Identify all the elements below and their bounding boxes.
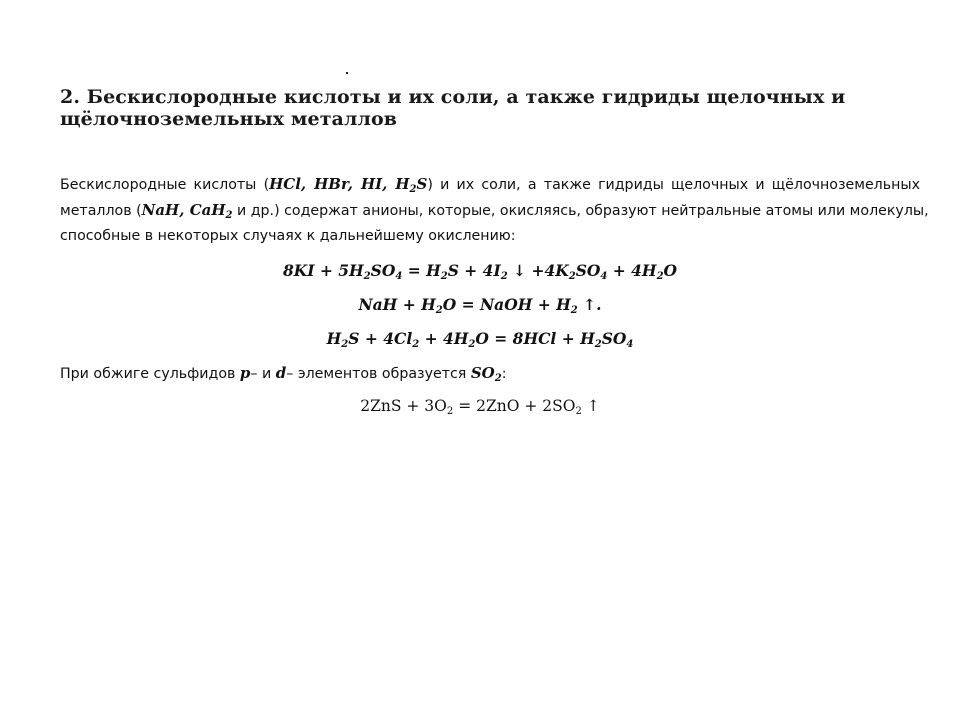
formula-hydrides: NaH, CaH$_2$ xyxy=(141,201,233,221)
paragraph-line-3: способные в некоторых случаях к дальнейшему окислению: xyxy=(60,228,516,244)
equation-2: NaH + $H_2O$ = NaOH + $H_2$ ↑. xyxy=(358,295,602,316)
paragraph-line-2 xyxy=(60,197,929,223)
sulfide-line: При обжиге сульфидов p– и d– элементов образуется $SO_2$: xyxy=(60,364,507,384)
heading-line-1: 2. Бескислородные кислоты и их соли, а также гидриды щелочных и xyxy=(60,86,846,108)
equation-1: $8KI + 5H_2SO_4 = H_2S + 4I_2$ ↓ $+4K_2SO_4 + 4H_2O$ xyxy=(282,261,678,282)
equation-4: $2ZnS + 3O_2 = 2ZnO + 2SO_2$ ↑ xyxy=(360,397,600,417)
section-heading xyxy=(60,86,846,130)
text: и др.) содержат анионы, которые, окисляясь, образуют нейтральные атомы или молекулы, xyxy=(232,203,929,219)
paragraph-line-1 xyxy=(60,171,920,197)
stray-dot xyxy=(346,72,348,74)
sulfide-paragraph xyxy=(60,360,920,386)
text: Бескислородные кислоты ( xyxy=(60,177,270,193)
intro-paragraph xyxy=(60,171,929,249)
formula-hcl: HCl, HBr, HI, $H_2S$ xyxy=(269,175,428,195)
text: ) и их соли, а также гидриды щелочных и щёлочноземельных xyxy=(427,177,920,193)
equation-3: $H_2S + 4Cl_2 + 4H_2O = 8HCl + H_2SO_4$ xyxy=(326,329,634,350)
text: металлов ( xyxy=(60,203,142,219)
heading-line-2: щёлочноземельных металлов xyxy=(60,108,398,130)
